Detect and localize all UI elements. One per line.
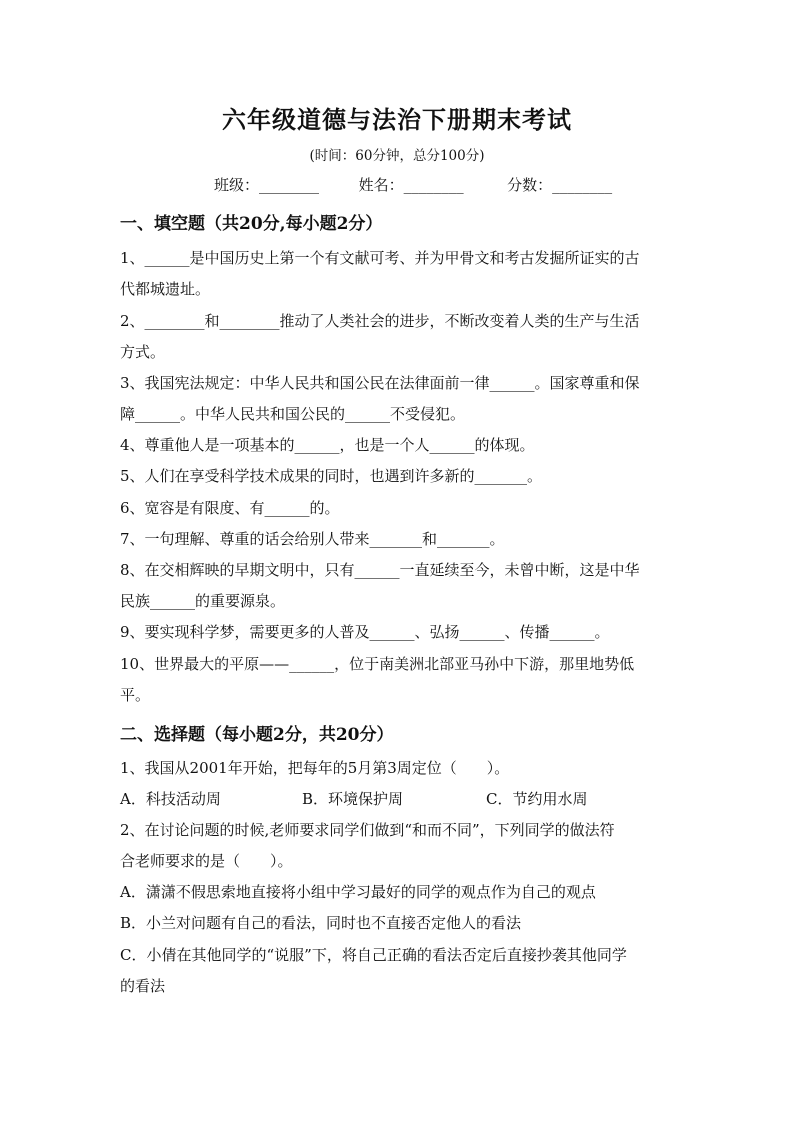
fill-line: 障______。中华人民共和国公民的______不受侵犯。 [120,405,466,423]
fill-line: 2、________和________推动了人类社会的进步，不断改变着人类的生产与生活 [120,312,640,330]
section-2-heading: 二、选择题（每小题2分，共20分） [120,725,394,745]
question-2-stem: 合老师要求的是（ ）。 [120,852,293,870]
fill-line: 方式。 [120,343,166,361]
class-blank: ________ [259,176,320,194]
score-blank: ________ [552,176,613,194]
fill-line: 5、人们在享受科学技术成果的同时，也遇到许多新的_______。 [120,467,543,485]
exam-subtitle: (时间：60分钟，总分100分) [309,148,485,164]
fill-line: 平。 [120,686,151,704]
q1-option-a: A．科技活动周 [120,790,221,808]
fill-line: 10、世界最大的平原——______，位于南美洲北部亚马孙中下游，那里地势低 [120,655,635,673]
fill-line: 7、一句理解、尊重的话会给别人带来_______和_______。 [120,530,505,548]
q1-option-c: C．节约用水周 [486,790,588,808]
q1-option-b: B．环境保护周 [302,790,404,808]
q2-option-b: B．小兰对问题有自己的看法，同时也不直接否定他人的看法 [120,914,522,932]
fill-line: 6、宽容是有限度、有______的。 [120,499,340,517]
fill-line: 民族______的重要源泉。 [120,592,286,610]
name-blank: ________ [403,176,464,194]
class-label: 班级： [214,176,260,194]
question-1-stem: 1、我国从2001年开始，把每年的5月第3周定位（ ）。 [120,759,510,777]
q2-option-c-cont: 的看法 [120,977,166,995]
q2-option-a: A．潇潇不假思索地直接将小组中学习最好的同学的观点作为自己的观点 [120,883,596,901]
student-info-row [214,174,612,195]
question-2-stem: 2、在讨论问题的时候,老师要求同学们做到“和而不同”，下列同学的做法符 [120,821,615,839]
score-label: 分数： [507,176,553,194]
exam-title: 六年级道德与法治下册期末考试 [222,105,572,134]
fill-line: 9、要实现科学梦，需要更多的人普及______、弘扬______、传播______。 [120,623,610,641]
q2-option-c: C．小倩在其他同学的“说服”下，将自己正确的看法否定后直接抄袭其他同学 [120,946,627,964]
fill-line: 8、在交相辉映的早期文明中，只有______一直延续至今，未曾中断，这是中华 [120,561,640,579]
fill-line: 代都城遗址。 [120,280,211,298]
name-label: 姓名： [358,176,404,194]
fill-line: 1、______是中国历史上第一个有文献可考、并为甲骨文和考古发掘所证实的古 [120,249,640,267]
section-1-heading: 一、填空题（共20分,每小题2分） [120,214,383,234]
fill-line: 3、我国宪法规定：中华人民共和国公民在法律面前一律______。国家尊重和保 [120,374,640,392]
fill-line: 4、尊重他人是一项基本的______，也是一个人______的体现。 [120,436,535,454]
